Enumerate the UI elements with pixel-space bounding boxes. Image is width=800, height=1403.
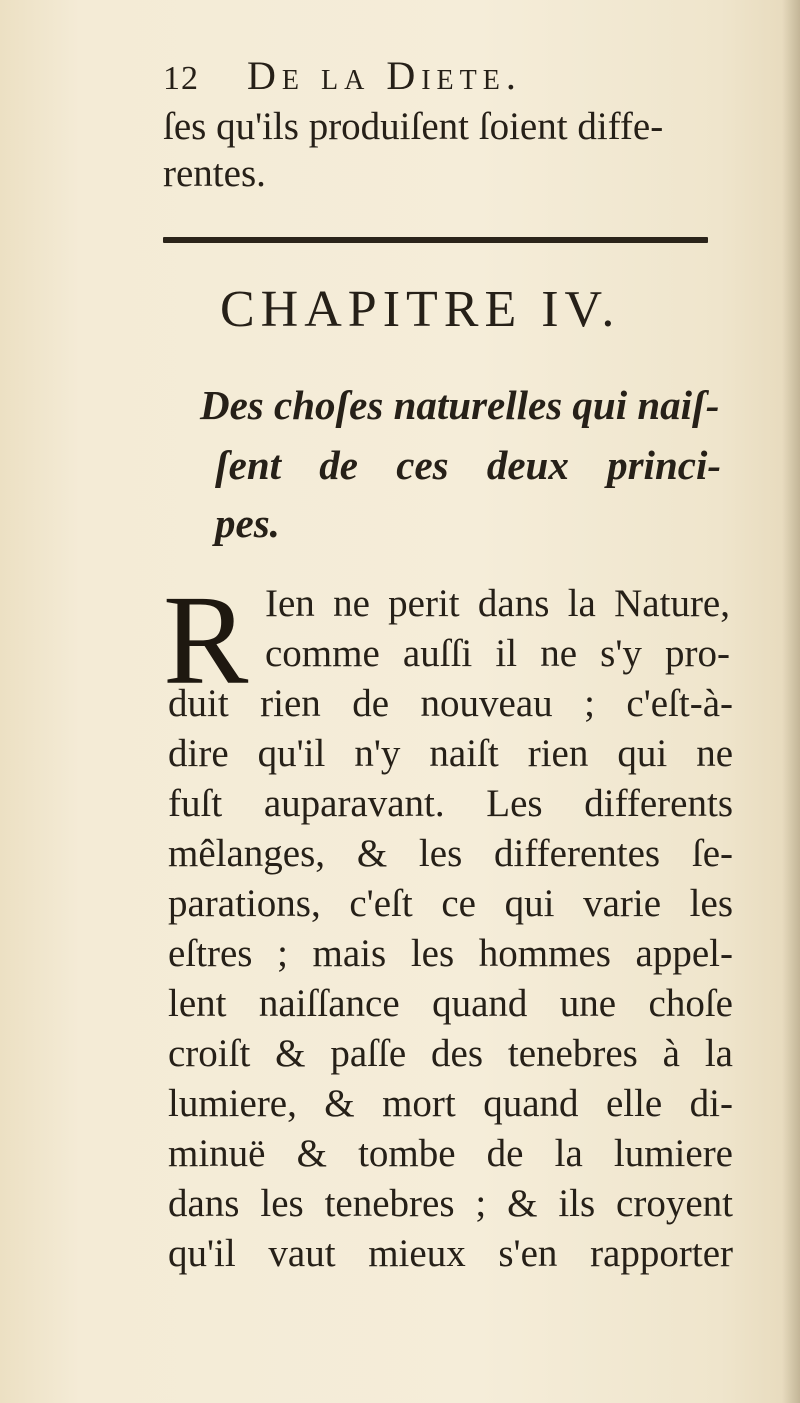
body-line: lumiere, & mort quand elle di-	[168, 1082, 733, 1125]
body-line: fuſt auparavant. Les differents	[168, 782, 733, 825]
body-line: comme auſſi il ne s'y pro-	[265, 632, 730, 675]
continuation-line: rentes.	[163, 152, 266, 195]
running-title: De la Diete.	[247, 53, 522, 98]
body-line: minuë & tombe de la lumiere	[168, 1132, 733, 1175]
chapter-subtitle-line: Des choſes naturelles qui naiſ-	[200, 382, 720, 428]
body-line: dans les tenebres ; & ils croyent	[168, 1182, 733, 1225]
body-line: qu'il vaut mieux s'en rapporter	[168, 1232, 733, 1275]
body-line: parations, c'eſt ce qui varie les	[168, 882, 733, 925]
body-line: duit rien de nouveau ; c'eſt-à-	[168, 682, 733, 725]
body-line: Ien ne perit dans la Nature,	[265, 582, 730, 625]
running-head	[163, 52, 643, 100]
section-rule	[163, 237, 708, 243]
body-line: lent naiſſance quand une choſe	[168, 982, 733, 1025]
body-line: mêlanges, & les differentes ſe-	[168, 832, 733, 875]
chapter-heading: CHAPITRE IV.	[220, 281, 621, 338]
body-line: croiſt & paſſe des tenebres à la	[168, 1032, 733, 1075]
continuation-line: ſes qu'ils produiſent ſoient diffe-	[163, 105, 664, 148]
page-number: 12	[163, 60, 199, 97]
chapter-subtitle-line: pes.	[215, 500, 280, 546]
body-line: eſtres ; mais les hommes appel-	[168, 932, 733, 975]
body-line: dire qu'il n'y naiſt rien qui ne	[168, 732, 733, 775]
drop-cap: R	[163, 569, 249, 711]
page-edge-shadow	[782, 0, 800, 1403]
chapter-subtitle-line: ſent de ces deux princi-	[215, 442, 721, 488]
